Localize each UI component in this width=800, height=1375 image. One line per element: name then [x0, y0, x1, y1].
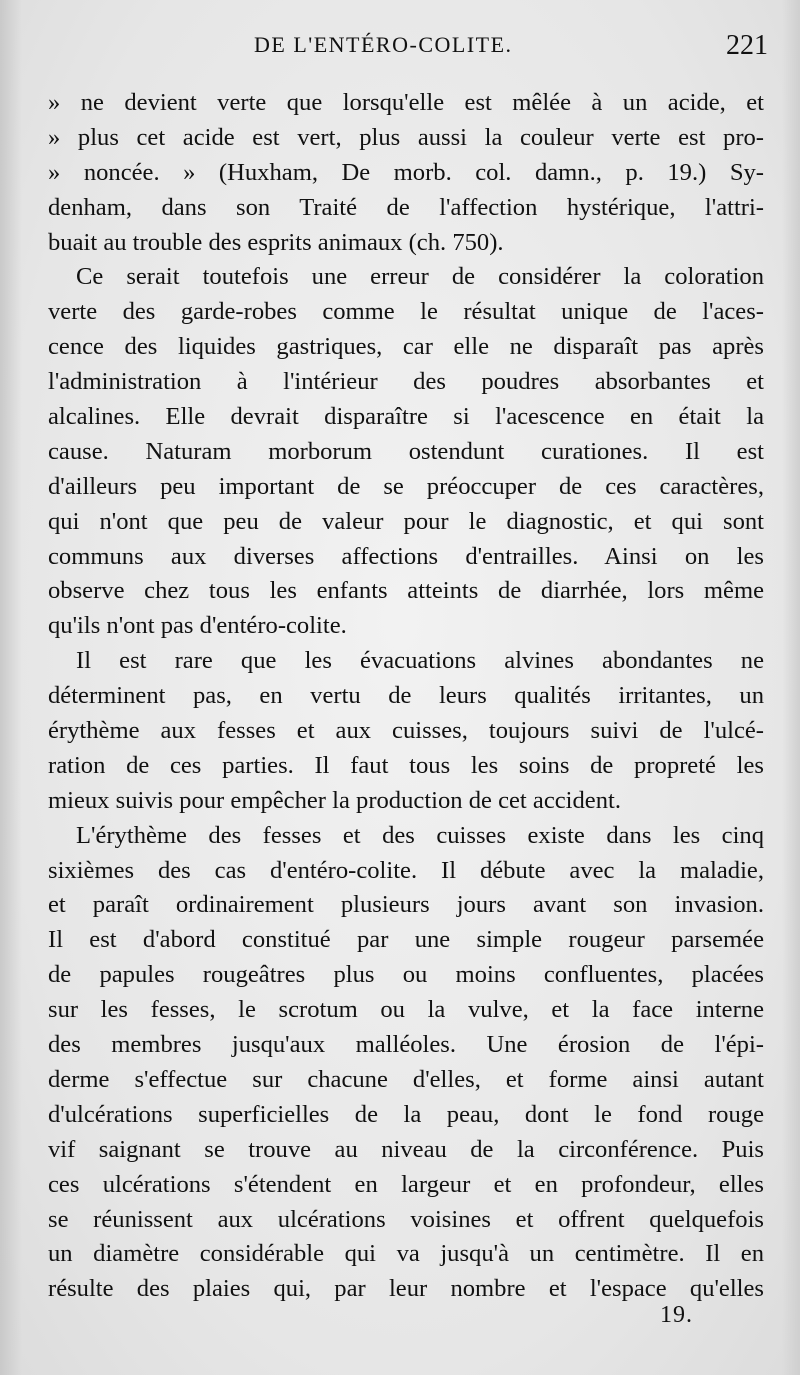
text-line: ration de ces parties. Il faut tous les soins de propreté les — [48, 751, 764, 779]
text-line: des membres jusqu'aux malléoles. Une érosion de l'épi- — [48, 1031, 764, 1059]
page-number: 221 — [726, 30, 768, 61]
text-line: d'ailleurs peu important de se préoccuper de ces caractères, — [48, 472, 764, 500]
text-line: qu'ils n'ont pas d'entéro-colite. — [48, 612, 347, 640]
text-line: se réunissent aux ulcérations voisines et offrent quelquefois — [48, 1205, 764, 1233]
text-line: Il est d'abord constitué par une simple rougeur parsemée — [48, 926, 764, 954]
text-line: vif saignant se trouve au niveau de la circonférence. Puis — [48, 1135, 764, 1163]
body-text — [48, 86, 764, 1307]
text-line: cence des liquides gastriques, car elle ne disparaît pas après — [48, 333, 764, 361]
text-line: derme s'effectue sur chacune d'elles, et forme ainsi autant — [48, 1065, 764, 1093]
text-line: résulte des plaies qui, par leur nombre et l'espace qu'elles — [48, 1275, 764, 1303]
text-line: déterminent pas, en vertu de leurs qualités irritantes, un — [48, 682, 764, 710]
text-line: Ce serait toutefois une erreur de considérer la coloration — [76, 263, 764, 291]
text-line: » noncée. » (Huxham, De morb. col. damn., p. 19.) Sy- — [48, 158, 764, 186]
text-line: denham, dans son Traité de l'affection hystérique, l'attri- — [48, 193, 764, 221]
text-line: cause. Naturam morborum ostendunt curationes. Il est — [48, 437, 764, 465]
text-line: d'ulcérations superficielles de la peau, dont le fond rouge — [48, 1100, 764, 1128]
text-line: Il est rare que les évacuations alvines abondantes ne — [76, 647, 764, 675]
page-header — [48, 30, 768, 70]
text-line: sur les fesses, le scrotum ou la vulve, et la face interne — [48, 996, 764, 1024]
text-line: alcalines. Elle devrait disparaître si l'acescence en était la — [48, 403, 764, 431]
text-line: ces ulcérations s'étendent en largeur et en profondeur, elles — [48, 1170, 764, 1198]
text-line: observe chez tous les enfants atteints de diarrhée, lors même — [48, 577, 764, 605]
page-edge-shadow-left — [0, 0, 22, 1375]
text-line: un diamètre considérable qui va jusqu'à un centimètre. Il en — [48, 1240, 764, 1268]
text-line: buait au trouble des esprits animaux (ch. 750). — [48, 228, 504, 256]
text-line: sixièmes des cas d'entéro-colite. Il débute avec la maladie, — [48, 856, 764, 884]
text-line: L'érythème des fesses et des cuisses existe dans les cinq — [76, 821, 764, 849]
text-line: l'administration à l'intérieur des poudres absorbantes et — [48, 368, 764, 396]
running-title: DE L'ENTÉRO-COLITE. — [254, 32, 513, 57]
text-line: communs aux diverses affections d'entrailles. Ainsi on les — [48, 542, 764, 570]
text-line: érythème aux fesses et aux cuisses, toujours suivi de l'ulcé- — [48, 717, 764, 745]
page-edge-shadow-right — [782, 0, 800, 1375]
text-line: et paraît ordinairement plusieurs jours avant son invasion. — [48, 891, 764, 919]
text-line: mieux suivis pour empêcher la production de cet accident. — [48, 786, 621, 814]
text-line: de papules rougeâtres plus ou moins confluentes, placées — [48, 961, 764, 989]
text-line: » plus cet acide est vert, plus aussi la couleur verte est pro- — [48, 123, 764, 151]
signature-mark: 19. — [660, 1302, 693, 1328]
text-line: qui n'ont que peu de valeur pour le diagnostic, et qui sont — [48, 507, 764, 535]
text-line: » ne devient verte que lorsqu'elle est mêlée à un acide, et — [48, 89, 764, 116]
text-line: verte des garde-robes comme le résultat unique de l'aces- — [48, 298, 764, 326]
